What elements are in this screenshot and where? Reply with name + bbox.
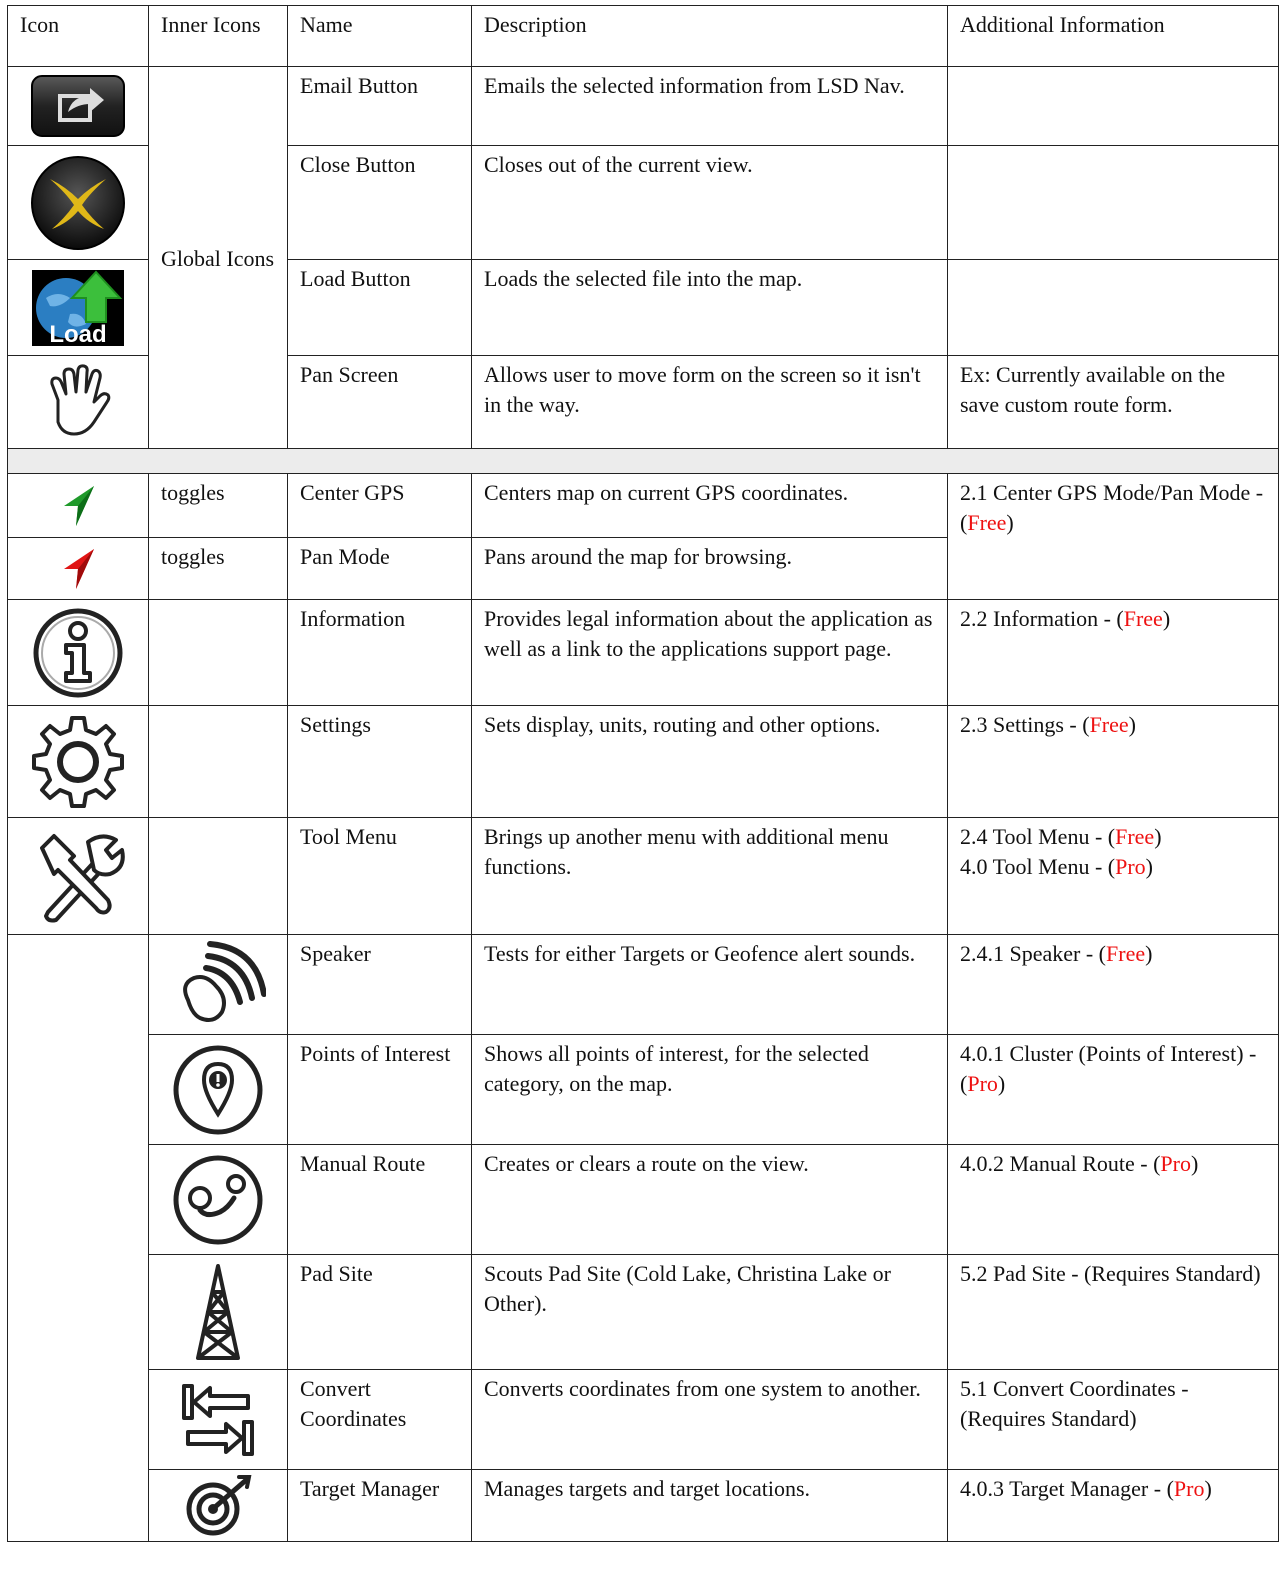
global-row-name: Load Button [288,260,472,356]
global-row-name: Email Button [288,67,472,146]
poi-pin-icon [149,1042,287,1138]
table-row [8,474,1279,538]
inner-row-name: Points of Interest [288,1035,472,1145]
inner-row-info: 2.4.1 Speaker - (Free) [948,935,1279,1035]
inner-row-info: 5.2 Pad Site - (Requires Standard) [948,1255,1279,1370]
table-row [8,1255,1279,1370]
main-row-description: Provides legal information about the application as well as a link to the applications support page. [472,600,948,706]
icon-reference-table [7,5,1279,1542]
table-row [8,818,1279,935]
table-row [8,1370,1279,1470]
svg-text:Load: Load [49,320,107,348]
inner-empty [149,706,288,818]
inner-row-name: Pad Site [288,1255,472,1370]
email-share-icon [8,74,148,138]
table-row [8,600,1279,706]
inner-row-info: 4.0.3 Target Manager - (Pro) [948,1470,1279,1542]
main-row-name: Center GPS [288,474,472,538]
header-additional-info: Additional Information [948,6,1279,67]
inner-toggles-label: toggles [149,538,288,600]
inner-row-description: Shows all points of interest, for the selected category, on the map. [472,1035,948,1145]
inner-row-description: Scouts Pad Site (Cold Lake, Christina Lake or Other). [472,1255,948,1370]
inner-empty [149,818,288,935]
table-row [8,935,1279,1035]
inner-row-description: Tests for either Targets or Geofence alert sounds. [472,935,948,1035]
inner-row-name: Target Manager [288,1470,472,1542]
global-icons-label: Global Icons [149,67,288,449]
header-description: Description [472,6,948,67]
header-row [8,6,1279,67]
main-row-description: Brings up another menu with additional menu functions. [472,818,948,935]
table-row [8,1470,1279,1542]
global-row-name: Pan Screen [288,356,472,449]
main-row-info: 2.1 Center GPS Mode/Pan Mode - (Free) [948,474,1279,600]
pad-site-tower-icon [149,1262,287,1362]
info-icon [8,605,148,701]
empty-icon-cell [8,935,149,1542]
main-row-description: Centers map on current GPS coordinates. [472,474,948,538]
main-row-name: Settings [288,706,472,818]
inner-row-name: Manual Route [288,1145,472,1255]
main-row-description: Sets display, units, routing and other options. [472,706,948,818]
main-row-info: 2.2 Information - (Free) [948,600,1279,706]
inner-row-description: Manages targets and target locations. [472,1470,948,1542]
global-row-info: Ex: Currently available on the save custom route form. [948,356,1279,449]
header-icon: Icon [8,6,149,67]
inner-row-name: Speaker [288,935,472,1035]
main-row-name: Information [288,600,472,706]
separator-row [8,449,1279,474]
global-row-description: Emails the selected information from LSD Nav. [472,67,948,146]
inner-row-name: Convert Coordinates [288,1370,472,1470]
speaker-icon [149,940,287,1030]
inner-row-description: Creates or clears a route on the view. [472,1145,948,1255]
global-row-info [948,146,1279,260]
main-row-info: 2.4 Tool Menu - (Free) 4.0 Tool Menu - (Pro) [948,818,1279,935]
global-row-description: Loads the selected file into the map. [472,260,948,356]
hand-pan-icon [8,362,148,442]
close-x-icon [8,153,148,253]
main-row-name: Tool Menu [288,818,472,935]
tools-icon [8,828,148,924]
global-row-info [948,67,1279,146]
inner-row-info: 5.1 Convert Coordinates - (Requires Standard) [948,1370,1279,1470]
convert-arrows-icon [149,1380,287,1460]
load-globe-icon [8,268,148,348]
inner-row-info: 4.0.1 Cluster (Points of Interest) - (Pro) [948,1035,1279,1145]
main-row-description: Pans around the map for browsing. [472,538,948,600]
inner-empty [149,600,288,706]
main-row-name: Pan Mode [288,538,472,600]
inner-row-description: Converts coordinates from one system to another. [472,1370,948,1470]
global-row-info [948,260,1279,356]
header-inner-icons: Inner Icons [149,6,288,67]
global-row-description: Allows user to move form on the screen so it isn't in the way. [472,356,948,449]
global-row-description: Closes out of the current view. [472,146,948,260]
gear-icon [8,712,148,812]
inner-toggles-label: toggles [149,474,288,538]
manual-route-icon [149,1152,287,1248]
green-arrow-icon [8,484,148,528]
table-row [8,706,1279,818]
table-row [8,67,1279,146]
global-row-name: Close Button [288,146,472,260]
red-arrow-icon [8,547,148,591]
inner-row-info: 4.0.2 Manual Route - (Pro) [948,1145,1279,1255]
main-row-info: 2.3 Settings - (Free) [948,706,1279,818]
target-icon [149,1473,287,1539]
table-row [8,1035,1279,1145]
table-row [8,1145,1279,1255]
header-name: Name [288,6,472,67]
